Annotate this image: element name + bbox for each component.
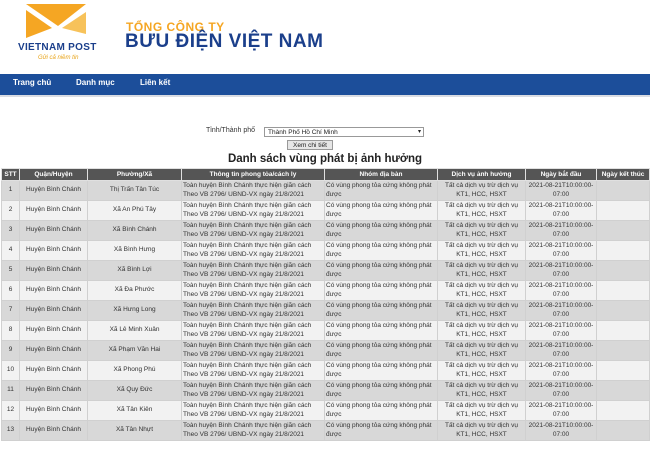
row-info: Toàn huyện Bình Chánh thực hiện giãn cách Theo VB 2796/ UBND-VX ngày 21/8/2021 <box>182 221 325 241</box>
row-stt: 10 <box>2 361 20 381</box>
province-label: Tỉnh/Thành phố <box>206 127 256 134</box>
row-stt: 9 <box>2 341 20 361</box>
row-district: Huyện Bình Chánh <box>20 341 88 361</box>
row-district: Huyện Bình Chánh <box>20 181 88 201</box>
row-start-date: 2021-08-21T10:00:00-07:00 <box>526 301 597 321</box>
row-group: Có vùng phong tỏa cứng không phát được <box>325 341 438 361</box>
row-end-date <box>597 201 650 221</box>
row-ward: Xã Bình Hưng <box>88 241 182 261</box>
row-start-date: 2021-08-21T10:00:00-07:00 <box>526 261 597 281</box>
main-nav <box>0 74 650 97</box>
row-group: Có vùng phong tỏa cứng không phát được <box>325 181 438 201</box>
row-start-date: 2021-08-21T10:00:00-07:00 <box>526 241 597 261</box>
row-ward: Xã Lê Minh Xuân <box>88 321 182 341</box>
chevron-down-icon: ▾ <box>417 129 421 135</box>
row-info: Toàn huyện Bình Chánh thực hiện giãn cách Theo VB 2796/ UBND-VX ngày 21/8/2021 <box>182 401 325 421</box>
col-header-ward: Phường/Xã <box>88 169 182 181</box>
row-ward: Xã Bình Lợi <box>88 261 182 281</box>
nav-categories[interactable]: Danh mục <box>76 78 115 87</box>
logo-text: VIETNAM POST <box>18 42 97 53</box>
brand-subtitle: TỔNG CÔNG TY <box>126 20 225 34</box>
row-service: Tất cả dịch vụ trừ dịch vụ KT1, HCC, HSXT <box>438 321 526 341</box>
row-service: Tất cả dịch vụ trừ dịch vụ KT1, HCC, HSXT <box>438 401 526 421</box>
row-group: Có vùng phong tỏa cứng không phát được <box>325 381 438 401</box>
row-ward: Xã Phong Phú <box>88 361 182 381</box>
row-group: Có vùng phong tỏa cứng không phát được <box>325 261 438 281</box>
row-service: Tất cả dịch vụ trừ dịch vụ KT1, HCC, HSXT <box>438 301 526 321</box>
row-district: Huyện Bình Chánh <box>20 281 88 301</box>
row-start-date: 2021-08-21T10:00:00-07:00 <box>526 361 597 381</box>
col-header-district: Quận/Huyện <box>20 169 88 181</box>
row-info: Toàn huyện Bình Chánh thực hiện giãn cách Theo VB 2796/ UBND-VX ngày 21/8/2021 <box>182 381 325 401</box>
vietnam-post-logo[interactable] <box>8 4 118 64</box>
row-start-date: 2021-08-21T10:00:00-07:00 <box>526 421 597 441</box>
row-ward: Xã Phạm Văn Hai <box>88 341 182 361</box>
row-district: Huyện Bình Chánh <box>20 401 88 421</box>
row-group: Có vùng phong tỏa cứng không phát được <box>325 321 438 341</box>
table-row <box>2 201 650 221</box>
province-select-value: Thành Phố Hồ Chí Minh <box>268 129 338 136</box>
table-body <box>2 181 650 441</box>
affected-areas-table <box>1 168 650 441</box>
row-stt: 6 <box>2 281 20 301</box>
nav-home[interactable]: Trang chủ <box>13 78 52 87</box>
row-end-date <box>597 361 650 381</box>
logo-slogan: Gửi cả niềm tin <box>38 55 79 61</box>
row-end-date <box>597 181 650 201</box>
row-stt: 5 <box>2 261 20 281</box>
table-row <box>2 341 650 361</box>
table-row <box>2 281 650 301</box>
row-ward: Xã An Phú Tây <box>88 201 182 221</box>
row-end-date <box>597 281 650 301</box>
row-info: Toàn huyện Bình Chánh thực hiện giãn cách Theo VB 2796/ UBND-VX ngày 21/8/2021 <box>182 361 325 381</box>
row-district: Huyện Bình Chánh <box>20 221 88 241</box>
row-ward: Xã Bình Chánh <box>88 221 182 241</box>
row-ward: Xã Tân Nhựt <box>88 421 182 441</box>
row-group: Có vùng phong tỏa cứng không phát được <box>325 281 438 301</box>
row-service: Tất cả dịch vụ trừ dịch vụ KT1, HCC, HSXT <box>438 241 526 261</box>
row-start-date: 2021-08-21T10:00:00-07:00 <box>526 281 597 301</box>
province-select[interactable] <box>264 127 424 137</box>
row-info: Toàn huyện Bình Chánh thực hiện giãn cách Theo VB 2796/ UBND-VX ngày 21/8/2021 <box>182 201 325 221</box>
row-start-date: 2021-08-21T10:00:00-07:00 <box>526 181 597 201</box>
row-info: Toàn huyện Bình Chánh thực hiện giãn cách Theo VB 2796/ UBND-VX ngày 21/8/2021 <box>182 261 325 281</box>
table-row <box>2 241 650 261</box>
row-group: Có vùng phong tỏa cứng không phát được <box>325 301 438 321</box>
row-service: Tất cả dịch vụ trừ dịch vụ KT1, HCC, HSXT <box>438 201 526 221</box>
row-info: Toàn huyện Bình Chánh thực hiện giãn cách Theo VB 2796/ UBND-VX ngày 21/8/2021 <box>182 241 325 261</box>
view-details-button[interactable]: Xem chi tiết <box>287 140 333 150</box>
table-row <box>2 321 650 341</box>
row-info: Toàn huyện Bình Chánh thực hiện giãn cách Theo VB 2796/ UBND-VX ngày 21/8/2021 <box>182 421 325 441</box>
row-start-date: 2021-08-21T10:00:00-07:00 <box>526 401 597 421</box>
row-ward: Xã Hưng Long <box>88 301 182 321</box>
col-header-info: Thông tin phong tỏa/cách ly <box>182 169 325 181</box>
row-start-date: 2021-08-21T10:00:00-07:00 <box>526 321 597 341</box>
row-service: Tất cả dịch vụ trừ dịch vụ KT1, HCC, HSXT <box>438 421 526 441</box>
row-end-date <box>597 301 650 321</box>
row-district: Huyện Bình Chánh <box>20 381 88 401</box>
row-end-date <box>597 261 650 281</box>
table-row <box>2 181 650 201</box>
table-row <box>2 301 650 321</box>
envelope-icon <box>26 4 86 40</box>
row-stt: 1 <box>2 181 20 201</box>
table-row <box>2 381 650 401</box>
row-stt: 4 <box>2 241 20 261</box>
row-service: Tất cả dịch vụ trừ dịch vụ KT1, HCC, HSXT <box>438 281 526 301</box>
table-row <box>2 261 650 281</box>
row-stt: 12 <box>2 401 20 421</box>
row-stt: 2 <box>2 201 20 221</box>
row-end-date <box>597 381 650 401</box>
row-info: Toàn huyện Bình Chánh thực hiện giãn cách Theo VB 2796/ UBND-VX ngày 21/8/2021 <box>182 181 325 201</box>
row-start-date: 2021-08-21T10:00:00-07:00 <box>526 221 597 241</box>
row-stt: 7 <box>2 301 20 321</box>
col-header-end: Ngày kết thúc <box>597 169 650 181</box>
row-service: Tất cả dịch vụ trừ dịch vụ KT1, HCC, HSXT <box>438 361 526 381</box>
site-header <box>0 0 650 74</box>
row-group: Có vùng phong tỏa cứng không phát được <box>325 221 438 241</box>
col-header-stt: STT <box>2 169 20 181</box>
row-end-date <box>597 341 650 361</box>
row-district: Huyện Bình Chánh <box>20 201 88 221</box>
row-group: Có vùng phong tỏa cứng không phát được <box>325 421 438 441</box>
filter-form <box>0 127 650 151</box>
row-service: Tất cả dịch vụ trừ dịch vụ KT1, HCC, HSXT <box>438 261 526 281</box>
row-service: Tất cả dịch vụ trừ dịch vụ KT1, HCC, HSXT <box>438 381 526 401</box>
table-row <box>2 421 650 441</box>
brand-title: BƯU ĐIỆN VIỆT NAM <box>125 31 324 52</box>
row-end-date <box>597 421 650 441</box>
row-service: Tất cả dịch vụ trừ dịch vụ KT1, HCC, HSXT <box>438 221 526 241</box>
row-district: Huyện Bình Chánh <box>20 261 88 281</box>
row-group: Có vùng phong tỏa cứng không phát được <box>325 361 438 381</box>
row-info: Toàn huyện Bình Chánh thực hiện giãn cách Theo VB 2796/ UBND-VX ngày 21/8/2021 <box>182 341 325 361</box>
row-info: Toàn huyện Bình Chánh thực hiện giãn cách Theo VB 2796/ UBND-VX ngày 21/8/2021 <box>182 281 325 301</box>
table-row <box>2 221 650 241</box>
col-header-group: Nhóm địa bàn <box>325 169 438 181</box>
table-header-row <box>2 169 650 181</box>
row-district: Huyện Bình Chánh <box>20 321 88 341</box>
table-row <box>2 361 650 381</box>
row-stt: 11 <box>2 381 20 401</box>
row-end-date <box>597 221 650 241</box>
row-info: Toàn huyện Bình Chánh thực hiện giãn cách Theo VB 2796/ UBND-VX ngày 21/8/2021 <box>182 321 325 341</box>
row-ward: Xã Đa Phước <box>88 281 182 301</box>
table-title: Danh sách vùng phát bị ảnh hưởng <box>227 153 423 165</box>
row-district: Huyện Bình Chánh <box>20 301 88 321</box>
row-district: Huyện Bình Chánh <box>20 421 88 441</box>
row-start-date: 2021-08-21T10:00:00-07:00 <box>526 341 597 361</box>
row-district: Huyện Bình Chánh <box>20 361 88 381</box>
row-info: Toàn huyện Bình Chánh thực hiện giãn cách Theo VB 2796/ UBND-VX ngày 21/8/2021 <box>182 301 325 321</box>
row-group: Có vùng phong tỏa cứng không phát được <box>325 201 438 221</box>
row-group: Có vùng phong tỏa cứng không phát được <box>325 401 438 421</box>
table-row <box>2 401 650 421</box>
row-ward: Thị Trấn Tân Túc <box>88 181 182 201</box>
row-ward: Xã Quy Đức <box>88 381 182 401</box>
nav-links[interactable]: Liên kết <box>140 78 171 87</box>
row-stt: 3 <box>2 221 20 241</box>
row-start-date: 2021-08-21T10:00:00-07:00 <box>526 381 597 401</box>
row-stt: 8 <box>2 321 20 341</box>
row-end-date <box>597 401 650 421</box>
row-group: Có vùng phong tỏa cứng không phát được <box>325 241 438 261</box>
row-end-date <box>597 321 650 341</box>
row-start-date: 2021-08-21T10:00:00-07:00 <box>526 201 597 221</box>
col-header-start: Ngày bắt đầu <box>526 169 597 181</box>
row-service: Tất cả dịch vụ trừ dịch vụ KT1, HCC, HSXT <box>438 341 526 361</box>
row-district: Huyện Bình Chánh <box>20 241 88 261</box>
row-end-date <box>597 241 650 261</box>
row-ward: Xã Tân Kiên <box>88 401 182 421</box>
row-stt: 13 <box>2 421 20 441</box>
col-header-service: Dịch vụ ảnh hưởng <box>438 169 526 181</box>
row-service: Tất cả dịch vụ trừ dịch vụ KT1, HCC, HSXT <box>438 181 526 201</box>
